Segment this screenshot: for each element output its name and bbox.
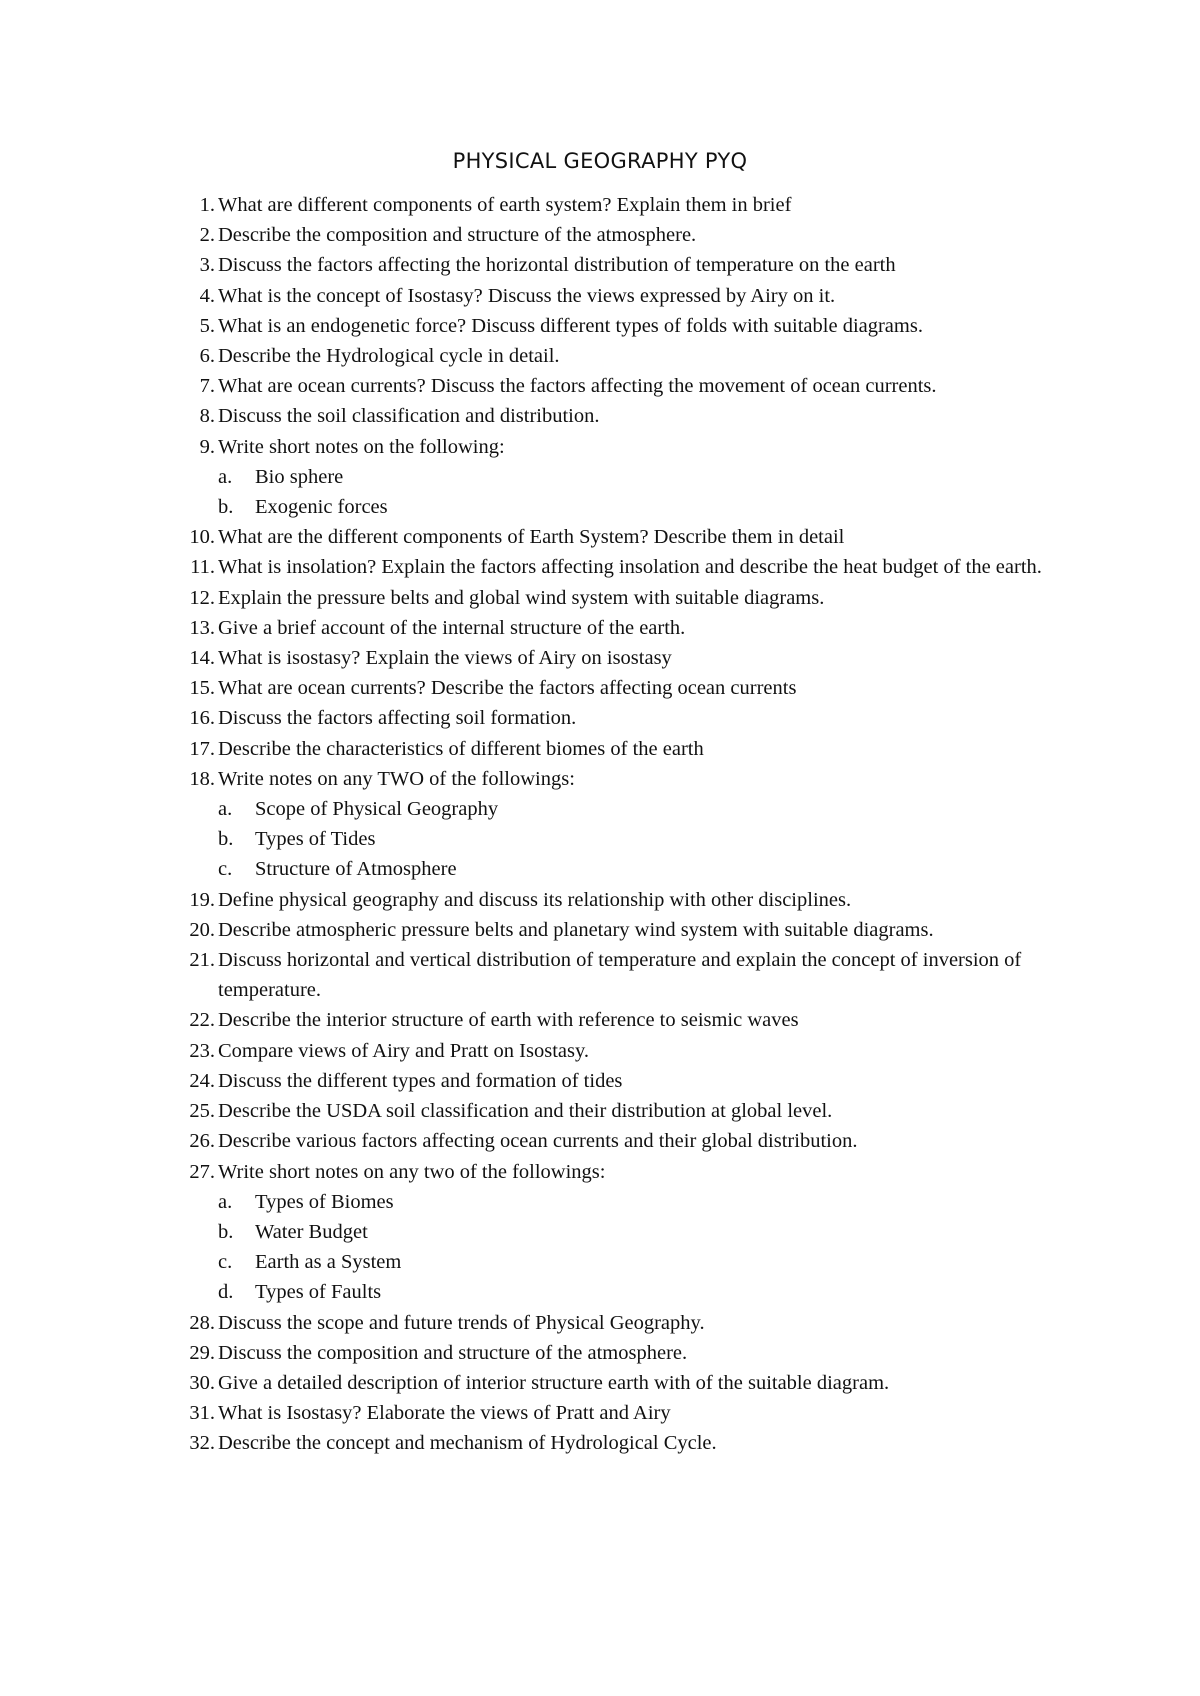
question-number: 1. (199, 194, 215, 216)
sub-question-item (178, 1217, 1078, 1247)
sub-question-letter: b. (218, 496, 234, 519)
question-number: 30. (189, 1371, 215, 1394)
sub-question-item (178, 1247, 1078, 1277)
question-item (178, 432, 1078, 462)
question-number: 18. (189, 767, 215, 790)
question-number: 3. (199, 254, 215, 277)
question-item (178, 1005, 1078, 1035)
sub-question-item (178, 492, 1078, 522)
question-text: Write short notes on any two of the followings: (218, 1160, 606, 1183)
question-text: Explain the pressure belts and global wind system with suitable diagrams. (218, 586, 825, 609)
question-item (178, 764, 1078, 794)
question-text: What are ocean currents? Discuss the factors affecting the movement of ocean currents. (218, 375, 937, 398)
sub-question-text: Types of Tides (255, 828, 376, 851)
question-text: Compare views of Airy and Pratt on Isostasy. (218, 1039, 590, 1062)
sub-question-letter: a. (218, 798, 233, 821)
question-text: Describe the characteristics of different biomes of the earth (218, 737, 704, 760)
sub-question-text: Types of Faults (255, 1281, 382, 1304)
question-item (178, 1157, 1078, 1187)
sub-question-letter: b. (218, 828, 234, 851)
page-title: PHYSICAL GEOGRAPHY PYQ (452, 149, 748, 173)
sub-question-text: Exogenic forces (255, 496, 388, 519)
sub-question-letter: b. (218, 1220, 234, 1243)
sub-question-text: Water Budget (255, 1220, 368, 1243)
question-text: Describe the concept and mechanism of Hydrological Cycle. (218, 1432, 717, 1455)
sub-question-text: Structure of Atmosphere (255, 858, 457, 881)
question-item (178, 583, 1078, 613)
question-number: 27. (189, 1160, 215, 1183)
question-item (178, 341, 1078, 371)
question-number: 21. (189, 949, 215, 972)
question-item (178, 703, 1078, 733)
question-item (178, 915, 1078, 945)
question-list (178, 190, 1078, 1459)
question-number: 16. (189, 707, 215, 730)
question-text: What is the concept of Isostasy? Discuss the views expressed by Airy on it. (218, 284, 836, 307)
question-item (178, 401, 1078, 431)
question-number: 11. (190, 556, 215, 579)
question-text: Discuss the composition and structure of the atmosphere. (218, 1341, 688, 1364)
question-item (178, 190, 1078, 220)
question-text: What is an endogenetic force? Discuss different types of folds with suitable diagrams. (218, 314, 923, 337)
question-item (178, 220, 1078, 250)
question-item (178, 1398, 1078, 1428)
question-number: 28. (189, 1311, 215, 1334)
question-number: 15. (189, 677, 215, 700)
question-text: Describe the Hydrological cycle in detail. (218, 345, 560, 368)
sub-question-item (178, 1187, 1078, 1217)
question-number: 31. (189, 1402, 215, 1425)
question-item (178, 552, 1078, 582)
question-number: 17. (189, 737, 215, 760)
sub-question-text: Earth as a System (255, 1251, 402, 1274)
question-text: Discuss horizontal and vertical distribution of temperature and explain the concept of inversion of temperature. (218, 949, 1022, 1002)
question-text: Discuss the factors affecting the horizontal distribution of temperature on the earth (218, 254, 896, 277)
question-number: 14. (189, 647, 215, 670)
question-number: 7. (199, 375, 215, 398)
question-text: What is isostasy? Explain the views of Airy on isostasy (218, 647, 672, 670)
question-number: 25. (189, 1100, 215, 1123)
question-item (178, 734, 1078, 764)
question-item (178, 522, 1078, 552)
sub-question-letter: a. (218, 1190, 233, 1213)
question-text: What are the different components of Earth System? Describe them in detail (218, 526, 845, 549)
sub-question-text: Bio sphere (255, 465, 344, 488)
question-item (178, 613, 1078, 643)
sub-question-item (178, 794, 1078, 824)
question-number: 13. (189, 616, 215, 639)
question-item (178, 1066, 1078, 1096)
question-item (178, 1428, 1078, 1458)
question-item (178, 1368, 1078, 1398)
question-text: Discuss the scope and future trends of Physical Geography. (218, 1311, 705, 1334)
question-number: 2. (199, 224, 215, 247)
question-item (178, 311, 1078, 341)
question-number: 24. (189, 1069, 215, 1092)
question-number: 6. (199, 345, 215, 368)
question-text: Describe various factors affecting ocean currents and their global distribution. (218, 1130, 858, 1153)
question-item (178, 281, 1078, 311)
question-number: 20. (189, 918, 215, 941)
question-text: Discuss the different types and formation of tides (218, 1069, 623, 1092)
question-number: 8. (199, 405, 215, 428)
sub-question-item (178, 462, 1078, 492)
question-item (178, 1036, 1078, 1066)
question-text: What are ocean currents? Describe the factors affecting ocean currents (218, 677, 797, 700)
question-text: Give a brief account of the internal structure of the earth. (218, 616, 686, 639)
question-number: 5. (199, 314, 215, 337)
sub-question-text: Types of Biomes (255, 1190, 394, 1213)
question-text: Describe the USDA soil classification and their distribution at global level. (218, 1100, 833, 1123)
question-text: Give a detailed description of interior structure earth with of the suitable diagram. (218, 1371, 890, 1394)
question-number: 4. (199, 284, 215, 307)
question-item (178, 1126, 1078, 1156)
question-item (178, 1338, 1078, 1368)
question-item (178, 1308, 1078, 1338)
question-text: What are different components of earth system? Explain them in brief (218, 194, 792, 216)
sub-question-item (178, 854, 1078, 884)
question-item (178, 1096, 1078, 1126)
question-item (178, 643, 1078, 673)
question-item (178, 945, 1078, 1005)
question-number: 29. (189, 1341, 215, 1364)
question-item (178, 885, 1078, 915)
question-number: 19. (189, 888, 215, 911)
question-item (178, 371, 1078, 401)
question-text: Define physical geography and discuss its relationship with other disciplines. (218, 888, 852, 911)
question-text: Discuss the factors affecting soil formation. (218, 707, 577, 730)
question-number: 9. (199, 435, 215, 458)
sub-question-letter: c. (218, 858, 233, 881)
sub-question-letter: c. (218, 1251, 233, 1274)
question-number: 10. (189, 526, 215, 549)
question-number: 23. (189, 1039, 215, 1062)
sub-question-text: Scope of Physical Geography (255, 798, 499, 821)
question-text: Describe the interior structure of earth with reference to seismic waves (218, 1009, 799, 1032)
sub-question-letter: d. (218, 1281, 234, 1304)
sub-question-letter: a. (218, 465, 233, 488)
sub-question-item (178, 824, 1078, 854)
question-text: Write notes on any TWO of the followings: (218, 767, 575, 790)
question-number: 32. (189, 1432, 215, 1455)
question-item (178, 673, 1078, 703)
question-text: What is insolation? Explain the factors affecting insolation and describe the heat budget of the earth. (218, 556, 1042, 579)
question-number: 22. (189, 1009, 215, 1032)
sub-question-item (178, 1277, 1078, 1307)
question-text: Discuss the soil classification and distribution. (218, 405, 600, 428)
question-text: Write short notes on the following: (218, 435, 505, 458)
question-item (178, 250, 1078, 280)
question-number: 26. (189, 1130, 215, 1153)
question-text: What is Isostasy? Elaborate the views of Pratt and Airy (218, 1402, 671, 1425)
question-number: 12. (189, 586, 215, 609)
question-text: Describe the composition and structure of the atmosphere. (218, 224, 697, 247)
question-text: Describe atmospheric pressure belts and planetary wind system with suitable diagrams. (218, 918, 934, 941)
